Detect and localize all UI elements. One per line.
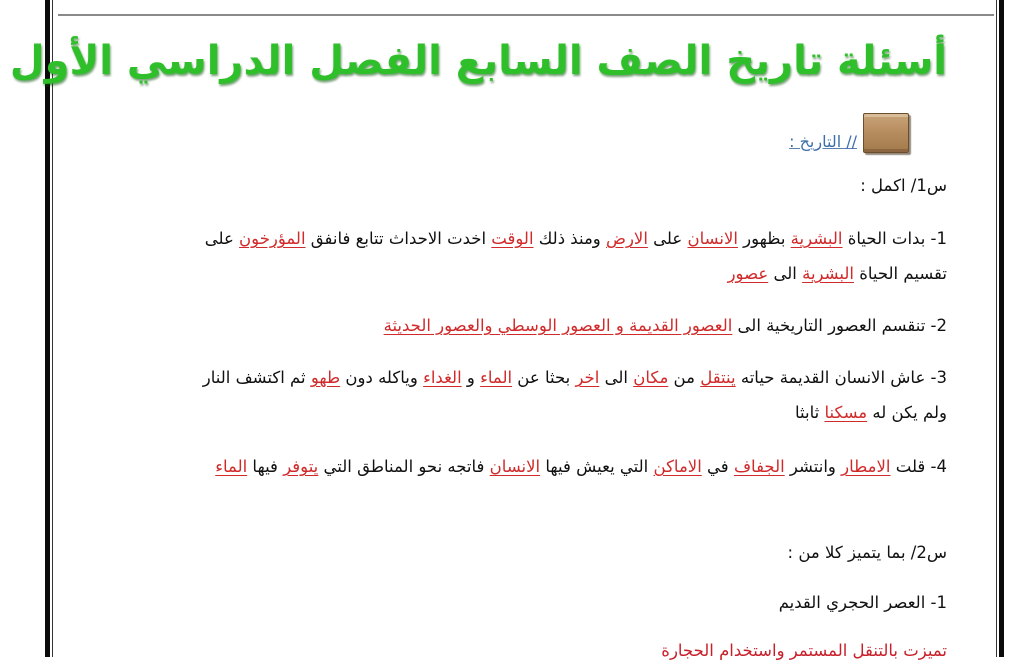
answer-blank: الانسان xyxy=(687,229,738,248)
question-text: 2- تنقسم العصور التاريخية الى xyxy=(732,316,947,335)
question-text: على xyxy=(647,229,688,248)
answer-blank: الارض xyxy=(606,229,648,248)
q1-item-2 xyxy=(177,308,947,343)
answer-blank: البشرية xyxy=(790,229,843,248)
question-text: و xyxy=(461,368,481,387)
q2-answer-1: تميزت بالتنقل المستمر واستخدام الحجارة xyxy=(661,641,947,660)
page-border-left-inner xyxy=(52,0,53,657)
question-text: فيها xyxy=(247,457,284,476)
answer-blank: اخر xyxy=(575,368,600,387)
question-text: بظهور xyxy=(737,229,791,248)
question-text: 4- قلت xyxy=(890,457,947,476)
question-text: من xyxy=(668,368,701,387)
question-text: اخدت الاحداث تتابع فانفق xyxy=(305,229,492,248)
question-2-label: س2/ بما يتميز كلا من : xyxy=(787,543,947,562)
question-text: في xyxy=(701,457,734,476)
answer-blank: البشرية xyxy=(802,264,854,283)
header-rule xyxy=(58,14,994,16)
question-1-label: س1/ اكمل : xyxy=(860,176,947,195)
page-border-right xyxy=(999,0,1004,657)
section-label: // التاريخ : xyxy=(789,132,857,151)
question-text: الى xyxy=(768,264,803,283)
page-title: أسئلة تاريخ الصف السابع الفصل الدراسي الأول xyxy=(9,38,947,84)
section-heading xyxy=(789,113,909,153)
answer-blank: ينتقل xyxy=(700,368,736,387)
page-border-right-inner xyxy=(996,0,997,657)
answer-blank: الاماكن xyxy=(653,457,702,476)
question-text: فاتجه نحو المناطق التي xyxy=(318,457,490,476)
answer-blank: مكان xyxy=(633,368,669,387)
page-border-left xyxy=(45,0,50,657)
answer-blank: الوقت xyxy=(491,229,534,248)
answer-blank: الماء xyxy=(480,368,513,387)
q1-item-1 xyxy=(177,221,947,291)
question-text: ثابثا xyxy=(794,403,825,422)
answer-blank: العصور القديمة و العصور الوسطي والعصور الحديثة xyxy=(383,316,733,335)
question-text: التي يعيش فيها xyxy=(540,457,654,476)
answer-blank: الغداء xyxy=(423,368,462,387)
q2-item-1: 1- العصر الحجري القديم xyxy=(778,593,947,612)
answer-blank: المؤرخون xyxy=(239,229,306,248)
answer-blank: الانسان xyxy=(489,457,541,476)
answer-blank: الماء xyxy=(215,457,248,476)
answer-blank: الامطار xyxy=(841,457,891,476)
answer-blank: عصور xyxy=(727,264,769,283)
q1-item-4 xyxy=(177,449,947,484)
question-text: على تقسيم الحياة xyxy=(204,229,947,283)
answer-blank: يتوفر xyxy=(283,457,319,476)
question-text: 3- عاش الانسان القديمة حياته xyxy=(735,368,947,387)
answer-blank: مسكنا xyxy=(824,403,868,422)
q1-item-3 xyxy=(177,360,947,430)
question-text: وانتشر xyxy=(784,457,842,476)
question-text: ومنذ ذلك xyxy=(533,229,606,248)
question-text: 1- بدات الحياة xyxy=(842,229,947,248)
answer-blank: طهو xyxy=(310,368,341,387)
scroll-icon xyxy=(863,113,909,153)
question-text: ثم اكتشف النار ولم يكن له xyxy=(202,368,947,422)
question-text: وياكله دون xyxy=(340,368,424,387)
answer-blank: الجفاف xyxy=(733,457,785,476)
question-text: الى xyxy=(599,368,634,387)
question-text: بحثا عن xyxy=(512,368,576,387)
